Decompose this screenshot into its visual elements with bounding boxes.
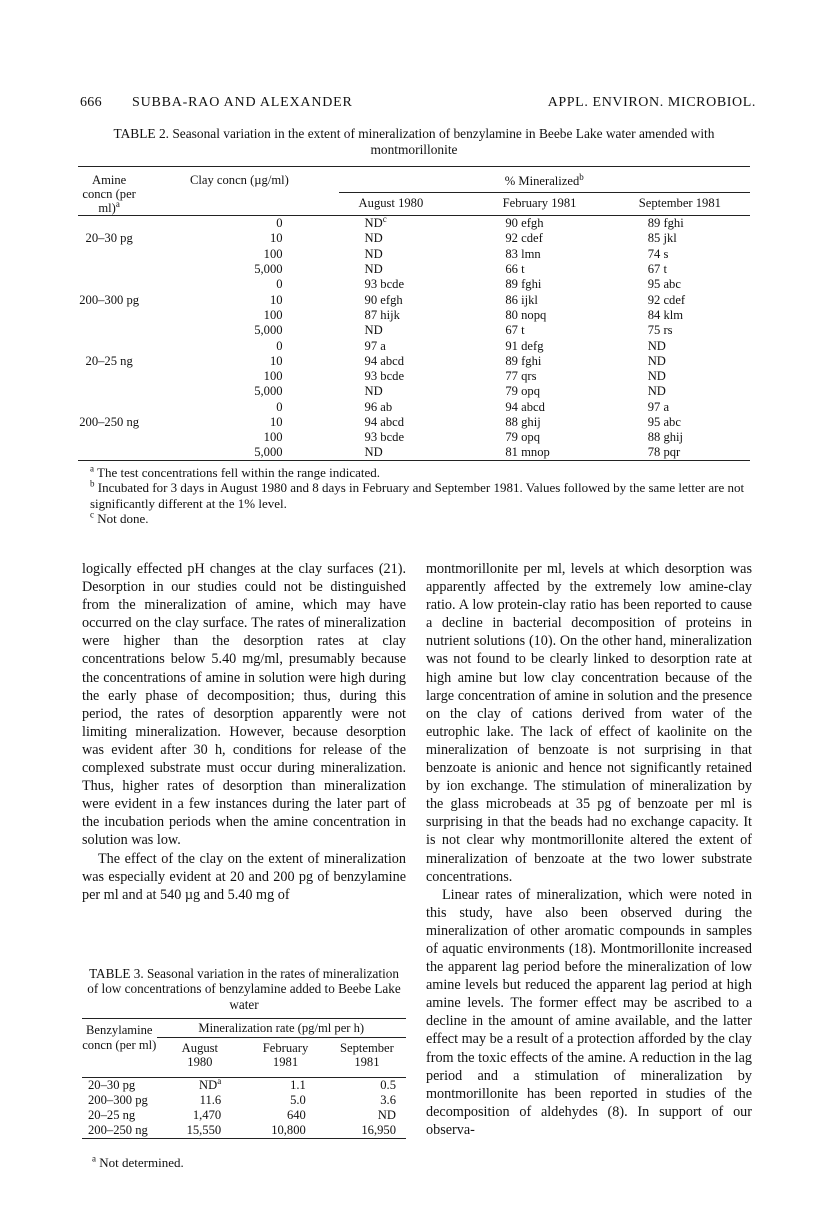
- table2-row: [78, 231, 750, 246]
- table2-clay-cell: 5,000: [254, 384, 283, 399]
- table2-sep-cell: 78 pqr: [647, 445, 681, 460]
- table3-header-rate: Mineralization rate (pg/ml per h): [198, 1021, 365, 1036]
- table2-feb-cell: 83 lmn: [505, 246, 541, 261]
- table2-row: [78, 262, 750, 277]
- table2-feb-cell: 67 t: [505, 323, 525, 338]
- table3-concn-cell: 20–25 ng: [88, 1107, 136, 1122]
- table2-footnote: $^b$ Incubated for 3 days in August 1980 and 8 days in February and September 1981. Values followed by the same letter are not significantly different at the 1% level.: [90, 478, 745, 511]
- table2-sep-cell: 88 ghij: [647, 430, 684, 445]
- right-paragraph-2: Linear rates of mineralization, which were noted in this study, have also been observed during the mineralization of other aromatic compounds in samples of aquatic environments (18). Montmorillonite increased the apparent lag period before the mineralization of low amine levels but reduced the apparent lag period at high amine levels. The former effect may be ascribed to a decline in the amount of amine available, and the latter effect may be a result of a protection afforded by the clay from the toxic effects of the amine. A reduction in the lag period and a stimulation of mineralization by montmorillonite has been reported in studies of the decomposition of aldehydes (8). In support of our observa-: [426, 886, 752, 1138]
- table2-clay-cell: 0: [276, 216, 283, 231]
- table2-sep-cell: ND: [647, 338, 666, 353]
- table2-clay-cell: 0: [276, 399, 283, 414]
- table2-clay-cell: 0: [276, 338, 283, 353]
- left-paragraph-2: The effect of the clay on the extent of mineralization was especially evident at 20 and 200 pg of benzylamine per ml and at 540 µg and 5.40 mg of: [82, 850, 406, 903]
- table2-feb-cell: 94 abcd: [505, 399, 545, 414]
- table2-aug-cell: 94 abcd: [364, 415, 405, 429]
- table2-aug-cell: ND: [364, 323, 383, 338]
- table3-aug-cell: $ND^a$: [199, 1075, 222, 1092]
- table2-clay-cell: 100: [263, 246, 283, 261]
- table3-feb-cell: 1.1: [290, 1077, 306, 1092]
- table2-clay-cell: 100: [263, 430, 283, 445]
- table3-aug-cell: 1,470: [192, 1107, 222, 1122]
- table2-sep-cell: 95 abc: [647, 277, 681, 292]
- table2-feb-cell: 91 defg: [505, 338, 544, 353]
- table2-footnote: $^a$ The test concentrations fell within the range indicated.: [90, 463, 381, 480]
- table2-row: [78, 445, 750, 461]
- table3-row: [82, 1108, 406, 1123]
- table2-row: [78, 323, 750, 338]
- table2-row: [78, 216, 750, 231]
- table2-row: [78, 338, 750, 353]
- table2-row: [78, 415, 750, 430]
- table2-sep-cell: ND: [647, 353, 666, 368]
- table3-row: [82, 1123, 406, 1139]
- table2-amine-cell: 200–250 ng: [79, 415, 140, 429]
- table3-header-feb: February 1981: [243, 1037, 328, 1077]
- table2-clay-cell: 10: [269, 415, 283, 429]
- table2-row: [78, 369, 750, 384]
- table3-concn-cell: 20–30 pg: [88, 1077, 136, 1092]
- table2-amine-cell: 20–30 pg: [85, 231, 133, 246]
- table3-aug-cell: 15,550: [186, 1122, 222, 1137]
- table3-header-aug: August 1980: [157, 1037, 244, 1077]
- table2-clay-cell: 10: [269, 292, 283, 307]
- table2-amine-cell: 20–25 ng: [85, 353, 133, 368]
- table3-caption: TABLE 3. Seasonal variation in the rates of mineralization of low concentrations of benzylamine added to Beebe Lake water: [87, 966, 401, 1012]
- table2-feb-cell: 90 efgh: [505, 216, 544, 231]
- table3-header-concn: Benzylamine concn (per ml): [82, 1023, 157, 1052]
- table2-feb-cell: 80 nopq: [505, 307, 547, 322]
- table3-aug-cell: 11.6: [199, 1092, 222, 1107]
- table2-clay-cell: 5,000: [254, 262, 283, 277]
- table2-aug-cell: ND: [364, 246, 383, 261]
- table2-aug-cell: ND: [364, 445, 383, 460]
- table2-clay-cell: 5,000: [254, 323, 283, 338]
- page-number: 666: [80, 95, 102, 110]
- table3-sep-cell: 16,950: [361, 1122, 396, 1137]
- table2-row: [78, 400, 750, 415]
- table2-aug-cell: ND: [364, 384, 383, 399]
- table2-clay-cell: 100: [263, 307, 283, 322]
- table2-feb-cell: 92 cdef: [505, 231, 543, 246]
- table2-sep-cell: 84 klm: [647, 307, 684, 322]
- table2-clay-cell: 10: [269, 231, 283, 246]
- table2-header-feb: February 1981: [469, 192, 609, 215]
- table2-feb-cell: 88 ghij: [505, 415, 541, 429]
- table2-clay-cell: 10: [269, 353, 283, 368]
- table3-concn-cell: 200–250 ng: [88, 1122, 148, 1137]
- table2-feb-cell: 66 t: [505, 262, 525, 277]
- table2-aug-cell: 93 bcde: [364, 430, 405, 445]
- table2-feb-cell: 79 opq: [505, 384, 541, 399]
- table2-clay-cell: 0: [276, 277, 283, 292]
- table3: [82, 1018, 406, 1139]
- table2-aug-cell: 97 a: [364, 338, 386, 353]
- table2-sep-cell: 95 abc: [647, 415, 681, 429]
- table2-aug-cell: 96 ab: [364, 399, 393, 414]
- table2-header-aug: August 1980: [339, 192, 470, 215]
- table2-feb-cell: 77 qrs: [505, 369, 537, 384]
- table3-header-sep: September 1981: [328, 1037, 406, 1077]
- table3-feb-cell: 640: [286, 1107, 306, 1122]
- table2-footnote: $^c$ Not done.: [90, 509, 149, 526]
- table2-row: [78, 384, 750, 399]
- table2-aug-cell: ND: [364, 231, 383, 246]
- table2-sep-cell: 85 jkl: [647, 231, 677, 246]
- table2-row: [78, 308, 750, 323]
- table3-feb-cell: 5.0: [290, 1092, 306, 1107]
- table3-sep-cell: 3.6: [380, 1092, 396, 1107]
- table2-caption: TABLE 2. Seasonal variation in the extent of mineralization of benzylamine in Beebe Lake water amended with montmorillonite: [113, 126, 715, 157]
- table2-row: [78, 247, 750, 262]
- table2-feb-cell: 86 ijkl: [505, 292, 538, 307]
- table2-row: [78, 354, 750, 369]
- table2-header-mineralized: % Mineralized$^b$: [504, 171, 584, 188]
- table3-row: [82, 1093, 406, 1108]
- table2-header-clay: Clay concn (µg/ml): [189, 173, 289, 187]
- table2-sep-cell: 89 fghi: [647, 216, 684, 231]
- table2-row: [78, 430, 750, 445]
- table2-footnotes: [82, 465, 750, 526]
- table2-sep-cell: 67 t: [647, 262, 667, 277]
- table2-feb-cell: 81 mnop: [505, 445, 550, 460]
- table2-feb-cell: 89 fghi: [505, 277, 542, 292]
- right-paragraph-1: montmorillonite per ml, levels at which desorption was apparently affected by the extremely low amine-clay ratio. A low protein-clay ratio has been reported to cause a decline in bacterial decomposition of proteins in nutrient solutions (10). On the other hand, mineralization was not found to be clearly linked to desorption rate at high amine but low clay concentration because of the large concentration of amine in solution and the presence on the clay of cations derived from water of the eutrophic lake. The lack of effect of kaolinite on the mineralization of benzoate is not surprising in that benzoate is anionic and hence not significantly retained by ion exchange. The stimulation of mineralization by the glass microbeads at 35 pg of benzoate per ml is surprising in that the beads had no exchange capacity. It is not clear why montmorillonite altered the extent of mineralization of benzoate at the two lower substrate concentrations.: [426, 561, 752, 885]
- table2-aug-cell: 87 hijk: [364, 307, 400, 322]
- table2-aug-cell: $ND^c$: [364, 213, 387, 231]
- table2-sep-cell: 74 s: [647, 246, 669, 261]
- table2-header-sep: September 1981: [610, 192, 750, 215]
- table2-clay-cell: 5,000: [254, 445, 283, 460]
- table3-sep-cell: ND: [377, 1107, 396, 1122]
- left-paragraph-1: logically effected pH changes at the clay surfaces (21). Desorption in our studies could not be distinguished from the mineralization of amine, which may have occurred on the clay surface. The rates of mineralization were higher than the desorption rates at clay concentrations below 5.40 mg/ml, presumably because the concentrations of amine in solution were high during the early phase of decomposition; thus, during this period, the rates of desorption apparently were not limiting mineralization. However, because desorption was evident after 30 h, conditions for release of the complexed substrate must occur during mineralization. Thus, higher rates of desorption than mineralization were evident in a few instances during the later part of the incubation periods when the amine concentration in solution was low.: [82, 561, 406, 849]
- running-header: [80, 95, 756, 115]
- table2-aug-cell: 90 efgh: [364, 292, 403, 307]
- table3-sep-cell: 0.5: [380, 1077, 396, 1092]
- table2-row: [78, 292, 750, 307]
- table2-clay-cell: 100: [263, 369, 283, 384]
- table2-sep-cell: 92 cdef: [647, 292, 686, 307]
- table3-feb-cell: 10,800: [271, 1122, 306, 1137]
- table2-feb-cell: 89 fghi: [505, 353, 542, 368]
- table2-sep-cell: ND: [647, 384, 666, 399]
- table2: [78, 166, 750, 461]
- table2-header-amine: Amine concn (per ml)$^a$: [82, 173, 136, 215]
- table2-sep-cell: ND: [647, 369, 666, 384]
- table2-aug-cell: ND: [364, 262, 383, 277]
- table2-aug-cell: 93 bcde: [364, 369, 405, 384]
- running-authors: SUBBA-RAO AND ALEXANDER: [132, 95, 353, 110]
- table2-aug-cell: 93 bcde: [364, 277, 405, 292]
- table2-feb-cell: 79 opq: [505, 430, 541, 445]
- table2-row: [78, 277, 750, 292]
- table2-aug-cell: 94 abcd: [364, 353, 405, 368]
- right-column-text: [426, 560, 752, 1139]
- table3-footnote: $^a$ Not determined.: [92, 1153, 184, 1170]
- table3-row: [82, 1078, 406, 1093]
- journal-name: APPL. ENVIRON. MICROBIOL.: [547, 95, 756, 110]
- table3-concn-cell: 200–300 pg: [88, 1092, 148, 1107]
- table2-sep-cell: 75 rs: [647, 323, 673, 338]
- table2-amine-cell: 200–300 pg: [79, 292, 140, 307]
- table2-sep-cell: 97 a: [647, 399, 670, 414]
- left-column-text: [82, 560, 406, 904]
